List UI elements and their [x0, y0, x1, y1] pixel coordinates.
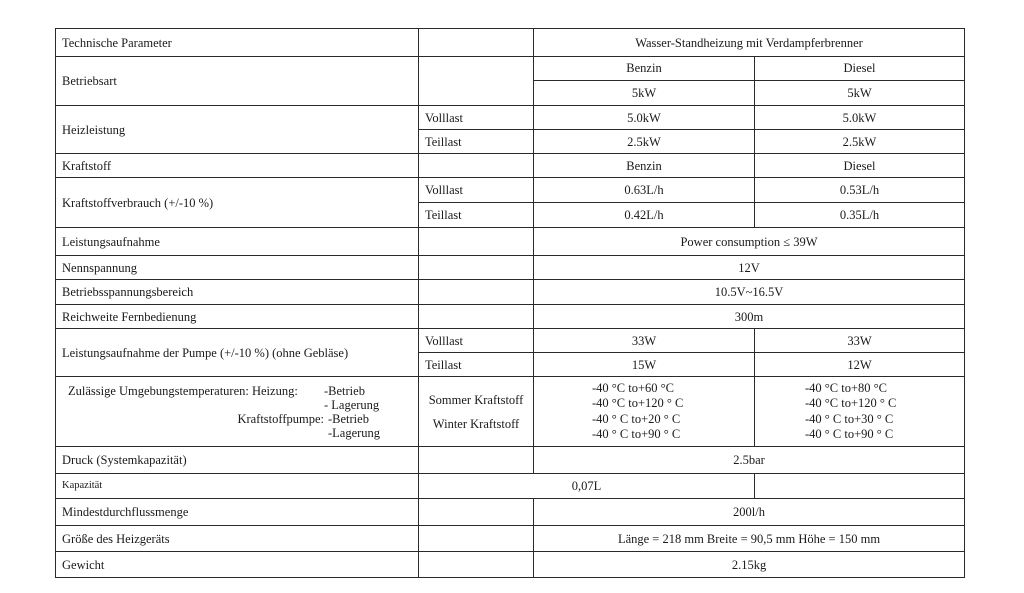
temperatur-sommer: Sommer Kraftstoff	[428, 392, 524, 407]
header-param-cell: Technische Parameter	[56, 29, 419, 57]
heizleistung-voll-diesel: 5.0kW	[755, 106, 965, 130]
table-row	[56, 377, 965, 447]
heizleistung-teil-diesel: 2.5kW	[755, 130, 965, 154]
pumpe-label: Leistungsaufnahme der Pumpe (+/-10 %) (ohne Gebläse)	[56, 329, 419, 377]
pumpe-teillast: Teillast	[419, 353, 534, 377]
verbrauch-voll-benzin: 0.63L/h	[534, 178, 755, 203]
temp-benzin-line: -40 ° C to+90 ° C	[592, 427, 681, 441]
heizleistung-label: Heizleistung	[56, 106, 419, 154]
temp-diesel-line: -40 °C to+80 °C	[805, 380, 887, 395]
spec-table	[55, 28, 965, 578]
verbrauch-teil-benzin: 0.42L/h	[534, 203, 755, 228]
table-row	[56, 447, 965, 474]
gewicht-value: 2.15kg	[534, 552, 965, 578]
header-product-cell: Wasser-Standheizung mit Verdampferbrenner	[534, 29, 965, 57]
temperatur-heizung-label: Zulässige Umgebungstemperaturen: Heizung:	[68, 383, 298, 398]
betriebsart-diesel-power: 5kW	[847, 86, 872, 100]
temp-diesel-line: -40 ° C to+90 ° C	[805, 427, 894, 441]
groesse-value: Länge = 218 mm Breite = 90,5 mm Höhe = 150 mm	[534, 526, 965, 552]
reichweite-value: 300m	[534, 305, 965, 329]
temperatur-pumpe-lagerung: -Lagerung	[328, 425, 381, 440]
table-row	[56, 256, 965, 280]
durchfluss-label: Mindestdurchflussmenge	[56, 499, 419, 526]
table-row	[56, 178, 965, 203]
betriebsspannung-value: 10.5V~16.5V	[534, 280, 965, 305]
heizleistung-teil-benzin: 2.5kW	[534, 130, 755, 154]
kraftstoff-label: Kraftstoff	[56, 154, 419, 178]
nennspannung-value: 12V	[534, 256, 965, 280]
pumpe-teil-diesel: 12W	[755, 353, 965, 377]
temperatur-kraftstoff-cell	[419, 377, 534, 447]
pumpe-voll-diesel: 33W	[755, 329, 965, 353]
temperatur-pumpe-label: Kraftstoffpumpe:	[237, 411, 324, 426]
heizleistung-volllast: Volllast	[419, 106, 534, 130]
druck-label: Druck (Systemkapazität)	[56, 447, 419, 474]
heizleistung-voll-benzin: 5.0kW	[534, 106, 755, 130]
gewicht-label: Gewicht	[56, 552, 419, 578]
verbrauch-voll-diesel: 0.53L/h	[755, 178, 965, 203]
pumpe-voll-benzin: 33W	[534, 329, 755, 353]
kapazitaet-value: 0,07L	[419, 474, 755, 499]
betriebsart-benzin-power: 5kW	[631, 86, 657, 100]
nennspannung-label: Nennspannung	[56, 256, 419, 280]
temperatur-benzin-cell	[534, 377, 755, 447]
table-row	[56, 329, 965, 353]
betriebsart-benzin: Benzin	[534, 57, 754, 81]
verbrauch-teil-diesel: 0.35L/h	[755, 203, 965, 228]
pumpe-teil-benzin: 15W	[534, 353, 755, 377]
kraftstoff-diesel: Diesel	[755, 154, 965, 178]
temp-benzin-line: -40 ° C to+20 ° C	[592, 411, 681, 426]
temperatur-label-cell	[56, 377, 419, 447]
table-row	[56, 228, 965, 256]
verbrauch-volllast: Volllast	[419, 178, 534, 203]
leistungsaufnahme-label: Leistungsaufnahme	[56, 228, 419, 256]
table-row	[56, 305, 965, 329]
temperatur-winter: Winter Kraftstoff	[432, 416, 520, 431]
kapazitaet-label: Kapazität	[56, 474, 419, 499]
table-row	[56, 106, 965, 130]
table-row	[56, 29, 965, 57]
kraftstoff-benzin: Benzin	[534, 154, 755, 178]
table-row	[56, 474, 965, 499]
table-row	[56, 57, 965, 106]
temperatur-diesel-cell	[755, 377, 965, 447]
betriebsart-diesel: Diesel	[755, 57, 964, 81]
heizleistung-teillast: Teillast	[419, 130, 534, 154]
druck-value: 2.5bar	[534, 447, 965, 474]
reichweite-label: Reichweite Fernbedienung	[56, 305, 419, 329]
table-row	[56, 526, 965, 552]
verbrauch-label: Kraftstoffverbrauch (+/-10 %)	[56, 178, 419, 228]
betriebsspannung-label: Betriebsspannungsbereich	[56, 280, 419, 305]
temp-diesel-line: -40 ° C to+30 ° C	[805, 411, 894, 426]
temperatur-pumpe-betrieb: -Betrieb	[328, 411, 369, 426]
table-row	[56, 552, 965, 578]
temp-benzin-line: -40 °C to+120 ° C	[592, 396, 684, 410]
temperatur-heizung-betrieb: -Betrieb	[324, 383, 365, 398]
table-row	[56, 499, 965, 526]
leistungsaufnahme-value: Power consumption ≤ 39W	[534, 228, 965, 256]
pumpe-volllast: Volllast	[419, 329, 534, 353]
temp-benzin-line: -40 °C to+60 °C	[592, 380, 674, 395]
verbrauch-teillast: Teillast	[419, 203, 534, 228]
table-row	[56, 154, 965, 178]
table-row	[56, 280, 965, 305]
betriebsart-label: Betriebsart	[56, 57, 419, 106]
temperatur-heizung-lagerung: - Lagerung	[324, 397, 380, 412]
durchfluss-value: 200l/h	[534, 499, 965, 526]
temp-diesel-line: -40 °C to+120 ° C	[805, 396, 897, 410]
groesse-label: Größe des Heizgeräts	[56, 526, 419, 552]
